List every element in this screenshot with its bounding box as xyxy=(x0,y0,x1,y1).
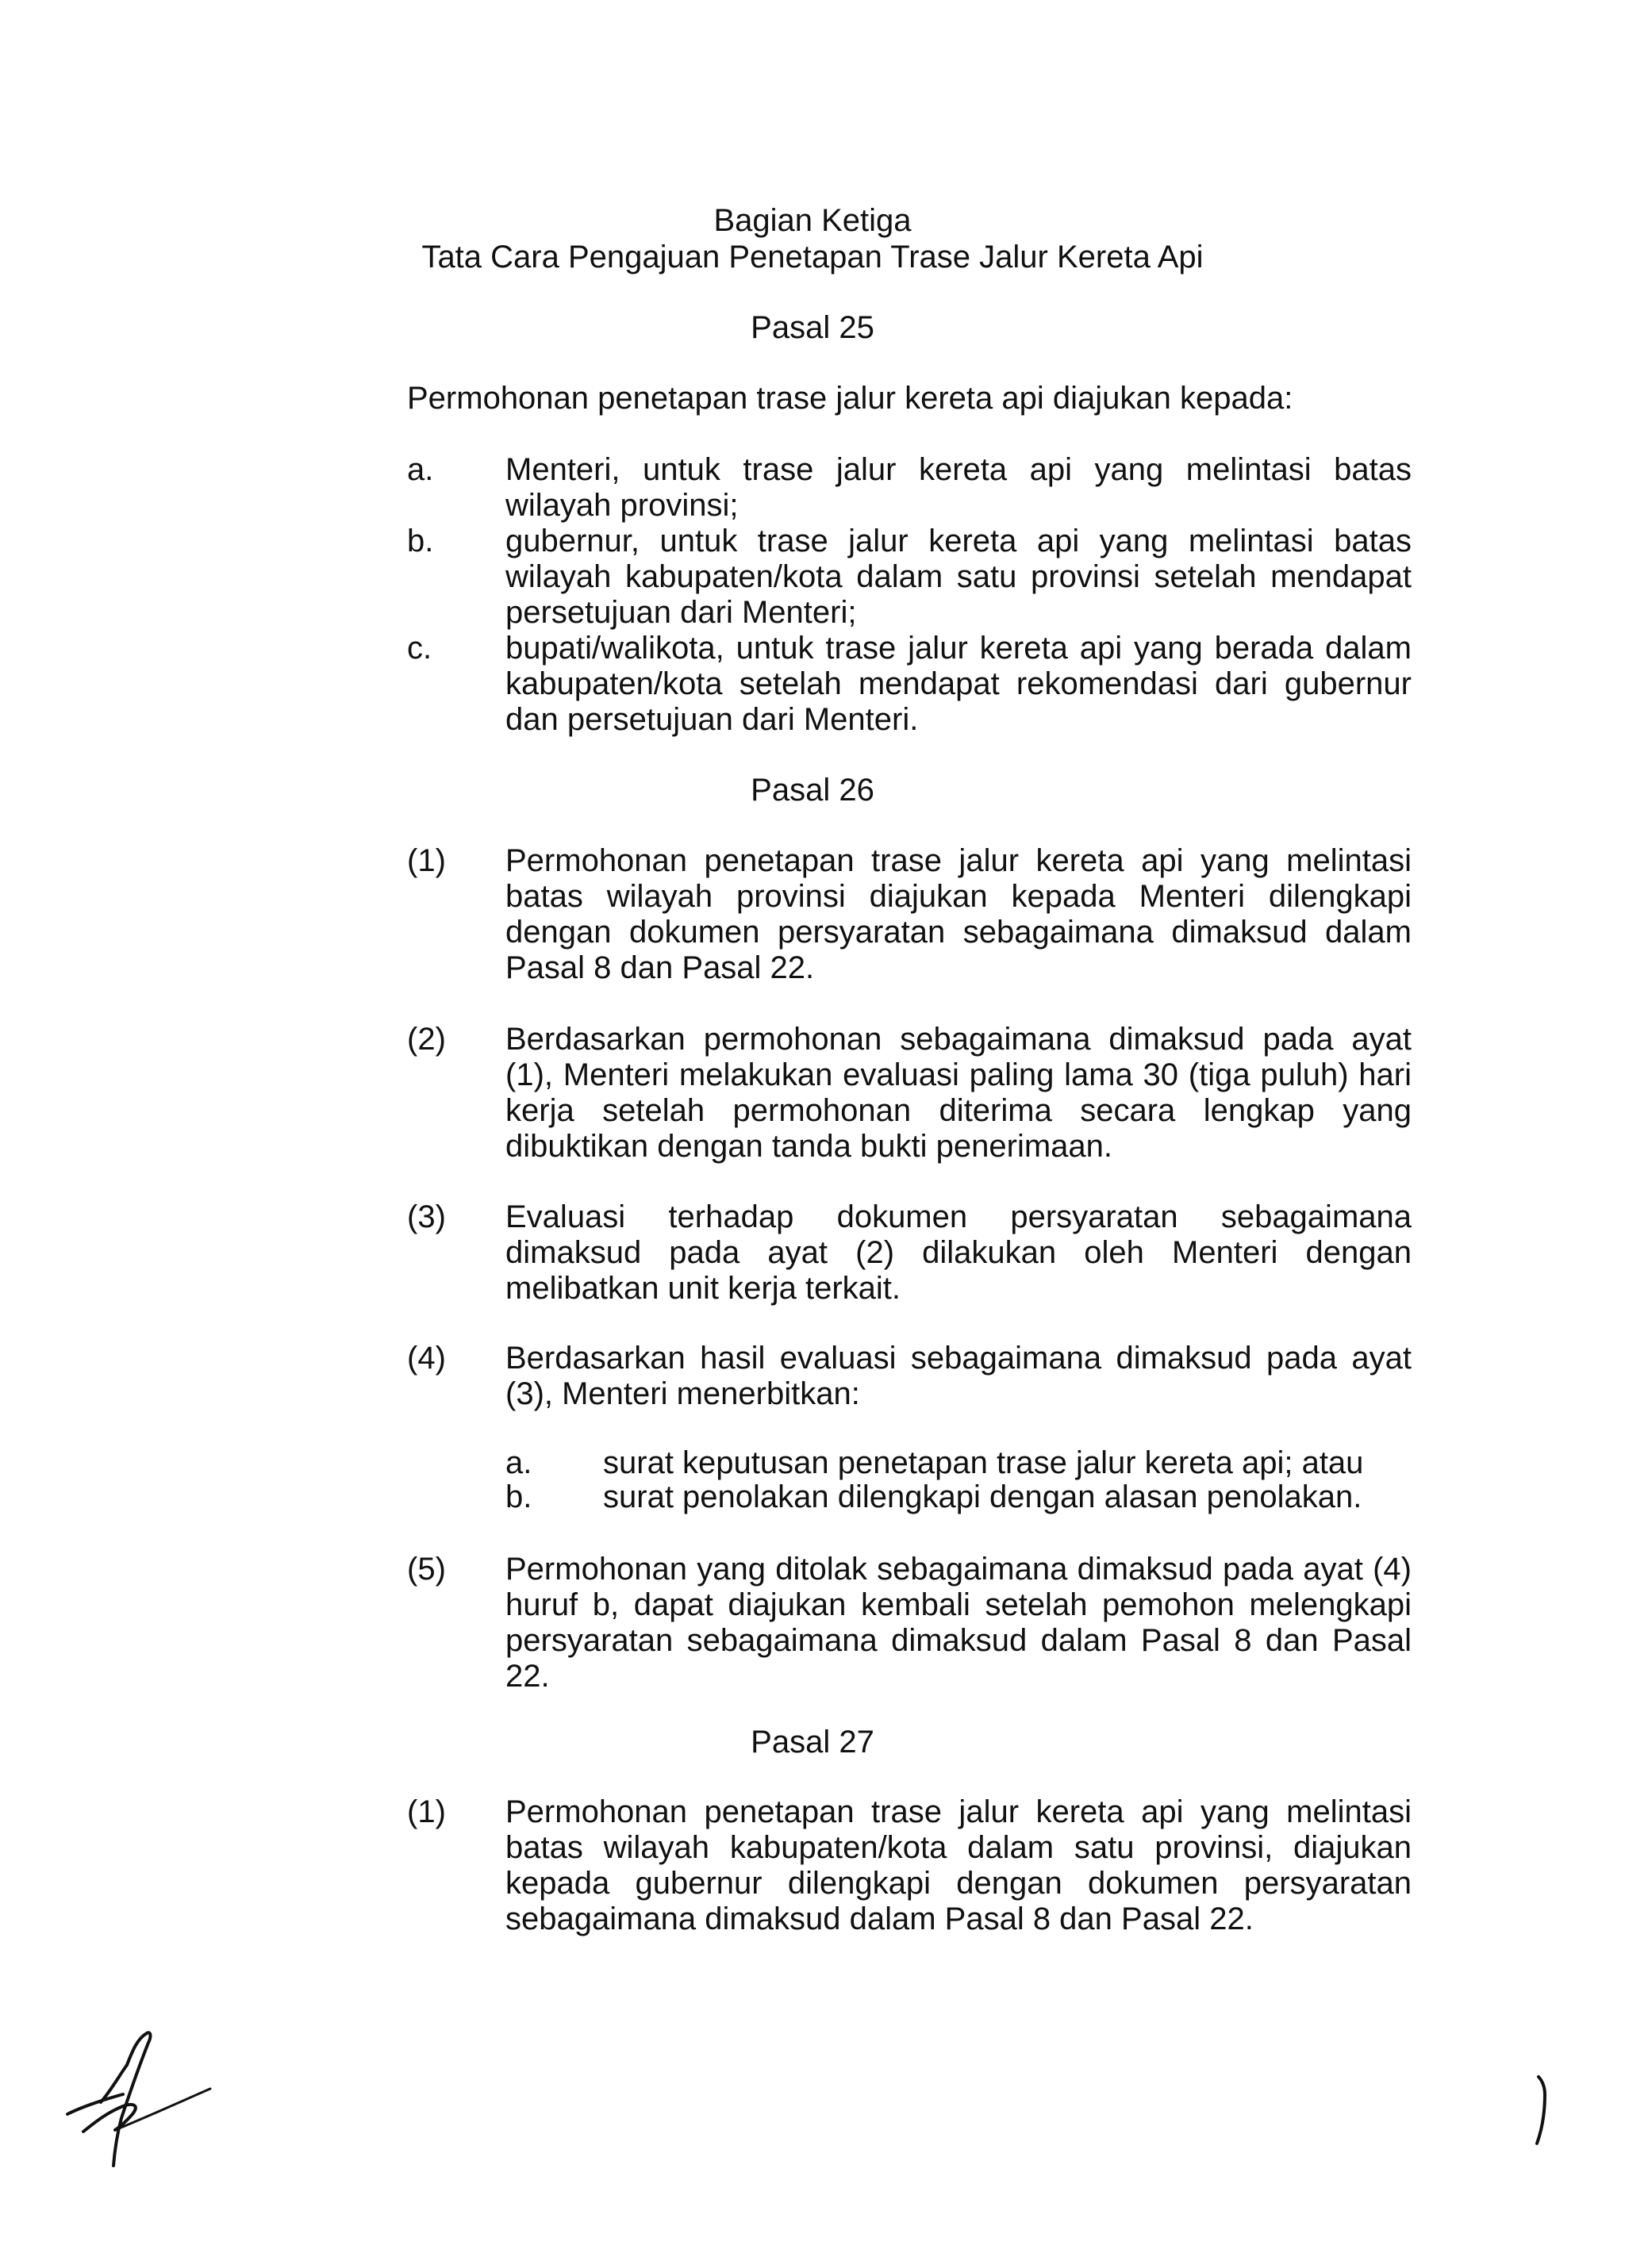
pasal-26-ayat-3-label: (3) xyxy=(407,1199,446,1234)
pasal-26-sub-a-text: surat keputusan penetapan trase jalur kereta api; atau xyxy=(603,1445,1364,1480)
pasal-25-heading: Pasal 25 xyxy=(751,310,874,345)
paraf-signature-icon xyxy=(60,2027,218,2178)
pasal-25-item-b-label: b. xyxy=(407,524,434,558)
pasal-26-ayat-5-label: (5) xyxy=(407,1552,446,1587)
pasal-26-ayat-3-text: Evaluasi terhadap dokumen persyaratan sebagaimana dimaksud pada ayat (2) dilakukan oleh Menteri dengan melibatkan unit kerja terkait. xyxy=(505,1199,1412,1306)
pasal-26-ayat-5-text: Permohonan yang ditolak sebagaimana dimaksud pada ayat (4) huruf b, dapat diajukan kembali setelah pemohon melengkapi persyaratan sebagaimana dimaksud dalam Pasal 8 dan Pasal 22. xyxy=(505,1552,1412,1694)
pasal-26-ayat-2-label: (2) xyxy=(407,1022,446,1057)
pasal-25-item-b-text: gubernur, untuk trase jalur kereta api yang melintasi batas wilayah kabupaten/kota dalam satu provinsi setelah mendapat persetujuan dari Menteri; xyxy=(505,524,1412,630)
pasal-26-ayat-1-text: Permohonan penetapan trase jalur kereta api yang melintasi batas wilayah provinsi diajukan kepada Menteri dilengkapi dengan dokumen persyaratan sebagaimana dimaksud dalam Pasal 8 dan Pasal 22. xyxy=(505,843,1412,985)
pasal-26-ayat-4-text: Berdasarkan hasil evaluasi sebagaimana dimaksud pada ayat (3), Menteri menerbitkan: xyxy=(505,1341,1412,1411)
pasal-26-heading: Pasal 26 xyxy=(751,773,874,808)
pasal-25-item-c-label: c. xyxy=(407,631,432,666)
section-subtitle: Tata Cara Pengajuan Penetapan Trase Jalur Kereta Api xyxy=(421,240,1204,274)
page-mark-icon xyxy=(1527,2070,1559,2150)
pasal-26-ayat-2-text: Berdasarkan permohonan sebagaimana dimaksud pada ayat (1), Menteri melakukan evaluasi paling lama 30 (tiga puluh) hari kerja setelah permohonan diterima secara lengkap yang dibuktikan dengan tanda bukti penerimaan. xyxy=(505,1022,1412,1164)
section-title: Bagian Ketiga xyxy=(713,203,912,238)
pasal-27-ayat-1-label: (1) xyxy=(407,1794,446,1829)
pasal-25-item-a-label: a. xyxy=(407,452,434,487)
pasal-26-sub-b-label: b. xyxy=(505,1479,532,1514)
pasal-26-sub-b-text: surat penolakan dilengkapi dengan alasan penolakan. xyxy=(603,1479,1362,1514)
pasal-26-ayat-4-label: (4) xyxy=(407,1341,446,1376)
pasal-25-intro: Permohonan penetapan trase jalur kereta api diajukan kepada: xyxy=(407,381,1293,416)
pasal-26-sub-a-label: a. xyxy=(505,1445,532,1480)
pasal-27-heading: Pasal 27 xyxy=(751,1725,874,1760)
pasal-26-ayat-1-label: (1) xyxy=(407,843,446,878)
pasal-27-ayat-1-text: Permohonan penetapan trase jalur kereta api yang melintasi batas wilayah kabupaten/kota dalam satu provinsi, diajukan kepada gubernur dilengkapi dengan dokumen persyaratan sebagaimana dimaksud dalam Pasal 8 dan Pasal 22. xyxy=(505,1794,1412,1936)
pasal-25-item-c-text: bupati/walikota, untuk trase jalur kereta api yang berada dalam kabupaten/kota setelah mendapat rekomendasi dari gubernur dan persetujuan dari Menteri. xyxy=(505,631,1412,737)
pasal-25-item-a-text: Menteri, untuk trase jalur kereta api yang melintasi batas wilayah provinsi; xyxy=(505,452,1412,523)
